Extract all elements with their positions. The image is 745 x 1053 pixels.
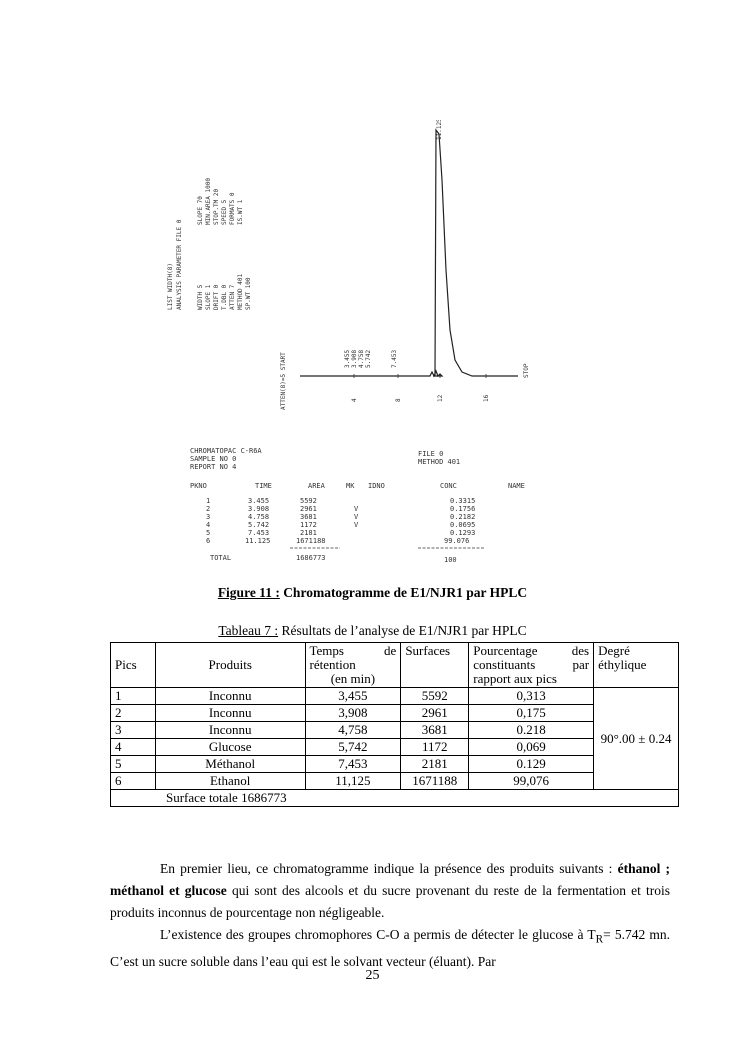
- table-row: [111, 739, 679, 756]
- params-right-line: MIN.AREA 1000: [205, 178, 212, 225]
- cell-pct: 0,175: [469, 705, 594, 722]
- report-col-header: NAME: [508, 482, 525, 490]
- report-header-line: SAMPLE NO 0: [190, 455, 237, 463]
- table-row: [111, 773, 679, 790]
- cell-produit: Inconnu: [155, 722, 305, 739]
- start-label: [280, 352, 287, 410]
- peak-label: 4.758: [358, 349, 365, 368]
- cell-produit: Inconnu: [155, 688, 305, 705]
- report-row: [206, 537, 469, 545]
- svg-text:3.908: 3.908: [248, 505, 270, 513]
- page-number: 25: [365, 968, 380, 983]
- svg-text:1: 1: [206, 497, 211, 505]
- svg-text:7.453: 7.453: [248, 529, 270, 537]
- table-total-row: [111, 790, 679, 807]
- svg-text:3: 3: [206, 513, 211, 521]
- table-label: Tableau 7 :: [218, 623, 279, 638]
- stop-label: STOP: [523, 363, 530, 378]
- svg-text:2961: 2961: [300, 505, 317, 513]
- params-right-line: SLOPE 70: [197, 196, 204, 225]
- header-pics: Pics: [111, 643, 156, 688]
- params-left-line: LIST WIDTH(8): [167, 263, 174, 310]
- cell-temps: 5,742: [305, 739, 401, 756]
- header-degre: Degré éthylique: [594, 643, 679, 688]
- peak-label: 7.453: [391, 349, 398, 368]
- svg-text:3.455: 3.455: [248, 497, 270, 505]
- svg-text:V: V: [354, 505, 359, 513]
- report-file-line: METHOD 401: [418, 458, 461, 466]
- svg-text:V: V: [354, 521, 359, 529]
- report-col-header: PKNO: [190, 482, 207, 490]
- table-caption: [0, 623, 745, 639]
- table-row: [111, 688, 679, 705]
- peak-label: 5.742: [365, 349, 372, 368]
- params-mid-line: WIDTH 5: [197, 284, 204, 310]
- cell-pic: 4: [111, 739, 156, 756]
- svg-text:99.076: 99.076: [444, 537, 470, 545]
- report-row: [206, 513, 475, 521]
- svg-text:0.0695: 0.0695: [450, 521, 476, 529]
- cell-pct: 99,076: [469, 773, 594, 790]
- axis-tick-label: 8: [395, 398, 402, 402]
- cell-surface: 3681: [401, 722, 469, 739]
- figure-label: Figure 11 :: [217, 585, 280, 600]
- report-col-header: MK: [346, 482, 355, 490]
- svg-text:1671188: 1671188: [296, 537, 326, 545]
- cell-pct: 0.129: [469, 756, 594, 773]
- cell-surface: 5592: [401, 688, 469, 705]
- table-row: [111, 756, 679, 773]
- report-file-line: FILE 0: [418, 450, 444, 458]
- cell-produit: Méthanol: [155, 756, 305, 773]
- svg-text:2181: 2181: [300, 529, 317, 537]
- cell-surface: 2181: [401, 756, 469, 773]
- params-right-block: [197, 178, 244, 225]
- chromatogram-svg: [150, 120, 595, 575]
- svg-text:0.1293: 0.1293: [450, 529, 476, 537]
- params-mid-line: ATTEN 7: [229, 284, 236, 310]
- params-mid-line: T.DBL 0: [221, 284, 228, 310]
- header-surfaces: Surfaces: [401, 643, 469, 688]
- cell-pic: 6: [111, 773, 156, 790]
- report-header-line: CHROMATOPAC C-R6A: [190, 447, 262, 455]
- params-right-line: FORMATS 0: [229, 192, 236, 225]
- cell-temps: 3,455: [305, 688, 401, 705]
- cell-surface: 1172: [401, 739, 469, 756]
- cell-pct: 0,069: [469, 739, 594, 756]
- cell-pic: 1: [111, 688, 156, 705]
- svg-text:0.2182: 0.2182: [450, 513, 476, 521]
- cell-pic: 2: [111, 705, 156, 722]
- axis-tick-label: 16: [483, 394, 490, 402]
- cell-pct: 0,313: [469, 688, 594, 705]
- svg-text:4: 4: [206, 521, 211, 529]
- report-row: [206, 497, 475, 505]
- cell-temps: 3,908: [305, 705, 401, 722]
- svg-text:4.758: 4.758: [248, 513, 270, 521]
- params-right-line: SPEED 5: [221, 199, 228, 225]
- table-header-row: [111, 643, 679, 688]
- paragraph-2: L’existence des groupes chromophores C-O a permis de détecter le glucose à $T_R= 5.742$ mn. C’est un sucre soluble dans l’eau qui est le solvant vecteur (éluant). Par: [110, 927, 670, 969]
- svg-text:5: 5: [206, 529, 211, 537]
- cell-temps: 4,758: [305, 722, 401, 739]
- table-row: [111, 722, 679, 739]
- svg-text:3681: 3681: [300, 513, 317, 521]
- cell-produit: Glucose: [155, 739, 305, 756]
- params-left-block: [167, 219, 183, 310]
- results-table: [110, 642, 679, 807]
- cell-pic: 5: [111, 756, 156, 773]
- report-header-line: REPORT NO 4: [190, 463, 237, 471]
- svg-text:5.742: 5.742: [248, 521, 270, 529]
- params-mid-line: DRIFT 0: [213, 284, 220, 310]
- table-caption-text: Résultats de l’analyse de E1/NJR1 par HPLC: [278, 623, 527, 638]
- svg-text:V: V: [354, 513, 359, 521]
- params-mid-line: METHOD 401: [237, 273, 244, 310]
- cell-produit: Inconnu: [155, 705, 305, 722]
- chromatogram-scan: [150, 120, 595, 575]
- report-total-label: TOTAL: [210, 554, 232, 562]
- params-left-line: ANALYSIS PARAMETER FILE 0: [176, 219, 183, 310]
- cell-temps: 7,453: [305, 756, 401, 773]
- svg-text:0.3315: 0.3315: [450, 497, 476, 505]
- table-row: [111, 705, 679, 722]
- params-right-line: STOP.TM 20: [213, 188, 220, 225]
- trace-line: [300, 130, 518, 376]
- main-peak-label: 11.125: [436, 120, 443, 140]
- params-mid-block: [197, 273, 252, 310]
- report-col-header: TIME: [255, 482, 272, 490]
- svg-text:5592: 5592: [300, 497, 317, 505]
- cell-surface: 1671188: [401, 773, 469, 790]
- cell-pic: 3: [111, 722, 156, 739]
- header-temps: Temps de rétention (en min): [305, 643, 401, 688]
- figure-caption: [0, 585, 745, 601]
- svg-text:6: 6: [206, 537, 211, 545]
- paragraph-1: En premier lieu, ce chromatogramme indique la présence des produits suivants : éthanol ; méthanol et glucose qui sont des alcools et du sucre provenant du reste de la fermentation et trois produits inconnus de pourcentage non négligeable.: [110, 861, 671, 920]
- report-col-header: CONC: [440, 482, 457, 490]
- svg-text:1172: 1172: [300, 521, 317, 529]
- params-mid-line: SLOPE 1: [205, 284, 212, 310]
- report-row: [206, 505, 475, 513]
- report-total-area: 1686773: [296, 554, 326, 562]
- cell-surface: 2961: [401, 705, 469, 722]
- cell-degre: 90°.00 ± 0.24: [594, 688, 679, 790]
- svg-text:2: 2: [206, 505, 211, 513]
- body-text: [110, 858, 670, 973]
- cell-surface-totale: Surface totale 1686773: [111, 790, 679, 807]
- report-col-header: IDNO: [368, 482, 385, 490]
- report-total-conc: 100: [444, 556, 457, 564]
- axis-tick-label: 4: [351, 398, 358, 402]
- cell-pct: 0.218: [469, 722, 594, 739]
- cell-produit: Ethanol: [155, 773, 305, 790]
- header-produits: Produits: [155, 643, 305, 688]
- svg-text:11.125: 11.125: [245, 537, 271, 545]
- params-right-line: IS.WT 1: [237, 199, 244, 225]
- figure-title: Chromatogramme de E1/NJR1 par HPLC: [283, 585, 528, 600]
- report-row: [206, 521, 475, 529]
- cell-temps: 11,125: [305, 773, 401, 790]
- header-pourcentage: Pourcentage des constituants par rapport aux pics: [469, 643, 594, 688]
- params-mid-line: SP.WT 100: [245, 277, 252, 310]
- report-col-header: AREA: [308, 482, 325, 490]
- axis-tick-label: 12: [437, 394, 444, 402]
- peak-label: 3.908: [351, 349, 358, 368]
- report-row: [206, 529, 475, 537]
- svg-text:0.1756: 0.1756: [450, 505, 476, 513]
- svg-text:ATTEN(8)=5 START: ATTEN(8)=5 START: [280, 352, 287, 410]
- peak-label: 3.455: [344, 349, 351, 368]
